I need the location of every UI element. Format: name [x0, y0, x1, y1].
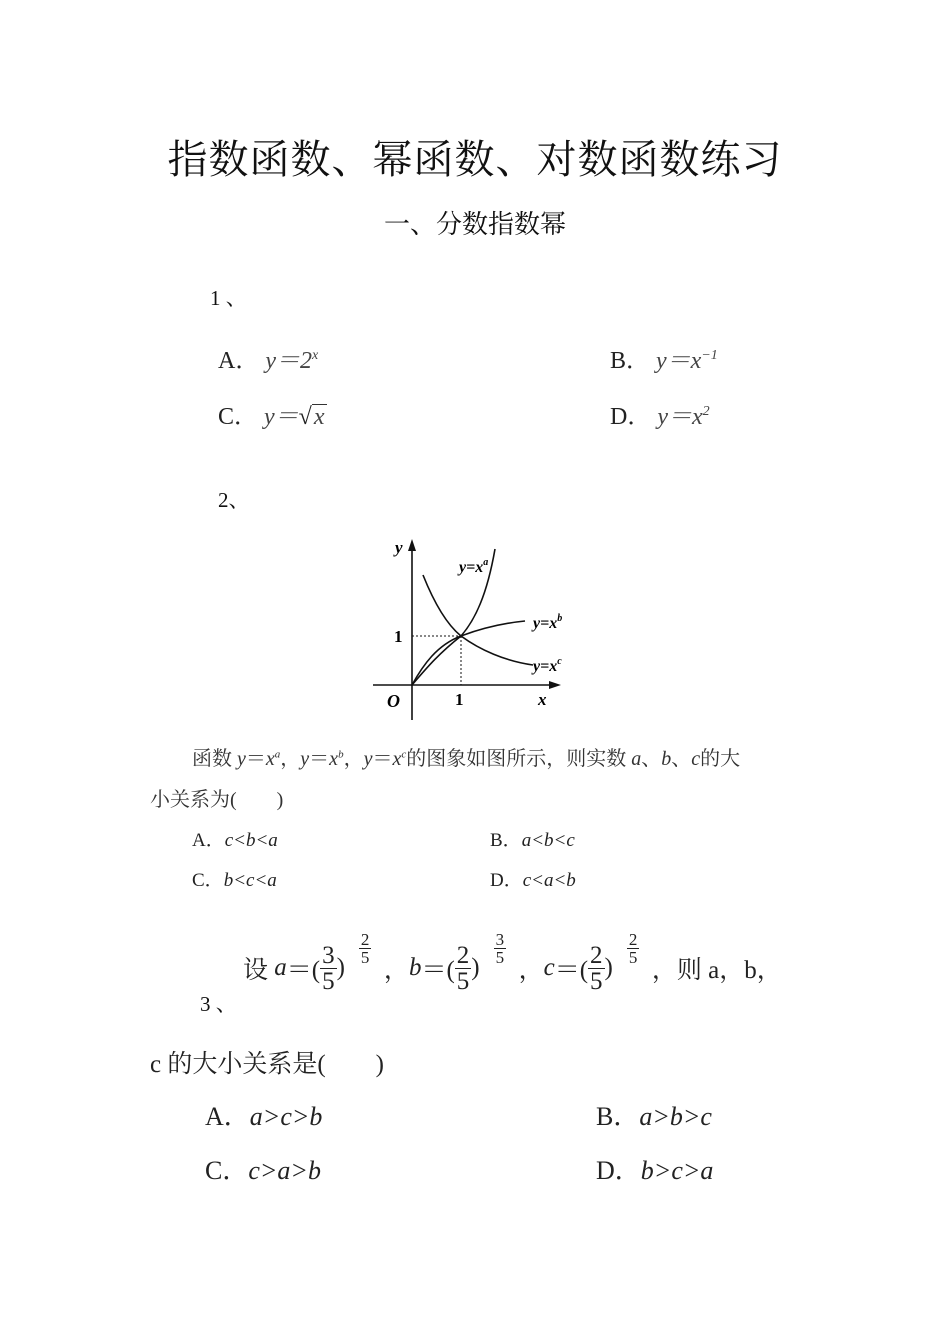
question-2-number: 2、 [218, 488, 250, 512]
option-expr: y＝2 [265, 348, 312, 374]
question-3-number: 3 、 [200, 992, 237, 1016]
option-expr: y＝ [264, 404, 299, 430]
option-exponent: x [312, 348, 319, 363]
q1-option-a[interactable] [218, 340, 318, 375]
q3-stem-line1: 设 a ＝( $\frac{3}{5}$ ) $\frac{2}{5}$ ， b ＝( $\frac{2}{5}$ ) $\frac{3}{5}$ ， c ＝( $\frac{2}{5}$ ) $\frac{2}{5}$ ，则 a，b， [243, 929, 782, 995]
q2-option-d[interactable]: D．c<a<b [490, 870, 576, 891]
q2-option-a[interactable]: A．c<b<a [192, 830, 278, 851]
q2-option-c[interactable]: C．b<c<a [192, 870, 277, 891]
power-function-graph [365, 535, 595, 725]
option-exponent: 2 [702, 404, 710, 419]
option-label: A． [218, 348, 260, 374]
frac-a: $\frac{3}{5}$ [322, 941, 335, 995]
q3-option-b[interactable]: B．a>b>c [596, 1102, 712, 1131]
q3-stem-line2: c 的大小关系是( ) [150, 1051, 384, 1078]
q2-option-b[interactable]: B．a<b<c [490, 830, 575, 851]
option-expr: y＝x [657, 404, 703, 430]
exp-c: $\frac{2}{5}$ [628, 929, 638, 967]
section-heading: 一、分数指数幂 [383, 210, 566, 240]
option-label: D． [610, 404, 652, 430]
y-axis-arrow [408, 539, 416, 551]
option-label: C． [218, 404, 259, 430]
q3-option-c[interactable]: C．c>a>b [205, 1156, 321, 1185]
option-label: B． [610, 348, 651, 374]
q1-option-b[interactable] [610, 340, 718, 375]
exp-a: $\frac{2}{5}$ [360, 929, 370, 967]
frac-b: $\frac{2}{5}$ [456, 941, 470, 995]
option-exponent: −1 [701, 348, 718, 363]
radicand: x [313, 404, 325, 430]
q2-stem-line1: 函数 $y=x^a$，$y=x^b$，$y=x^c$的图象如图所示，则实数 a、b、c的大 [192, 748, 741, 770]
x-tick-label: 1 [455, 690, 464, 709]
exp-b: $\frac{3}{5}$ [495, 929, 505, 967]
origin-label: O [387, 691, 400, 711]
curve-c [423, 575, 533, 665]
x-axis-arrow [549, 681, 561, 689]
curve-b [412, 621, 525, 685]
q3-option-a[interactable]: A．a>c>b [205, 1102, 323, 1131]
curve-b-label: $y=x^b$ [533, 613, 563, 632]
q1-option-c[interactable] [218, 396, 327, 431]
q1-option-d[interactable] [610, 396, 710, 431]
question-1-number: 1 、 [210, 286, 247, 310]
y-tick-label: 1 [394, 627, 403, 646]
y-axis-label: y [395, 538, 403, 557]
sqrt-sign: √ [298, 404, 312, 430]
curve-c-label: $y=x^c$ [533, 656, 562, 675]
page-title: 指数函数、幂函数、对数函数练习 [167, 137, 783, 183]
option-expr: y＝x [656, 348, 702, 374]
frac-c: $\frac{2}{5}$ [590, 941, 603, 995]
q2-stem-line2: 小关系为( ) [150, 789, 284, 811]
q3-option-d[interactable]: D．b>c>a [596, 1156, 714, 1185]
x-axis-label: x [538, 690, 547, 709]
curve-a-label: $y=x^a$ [459, 557, 489, 576]
